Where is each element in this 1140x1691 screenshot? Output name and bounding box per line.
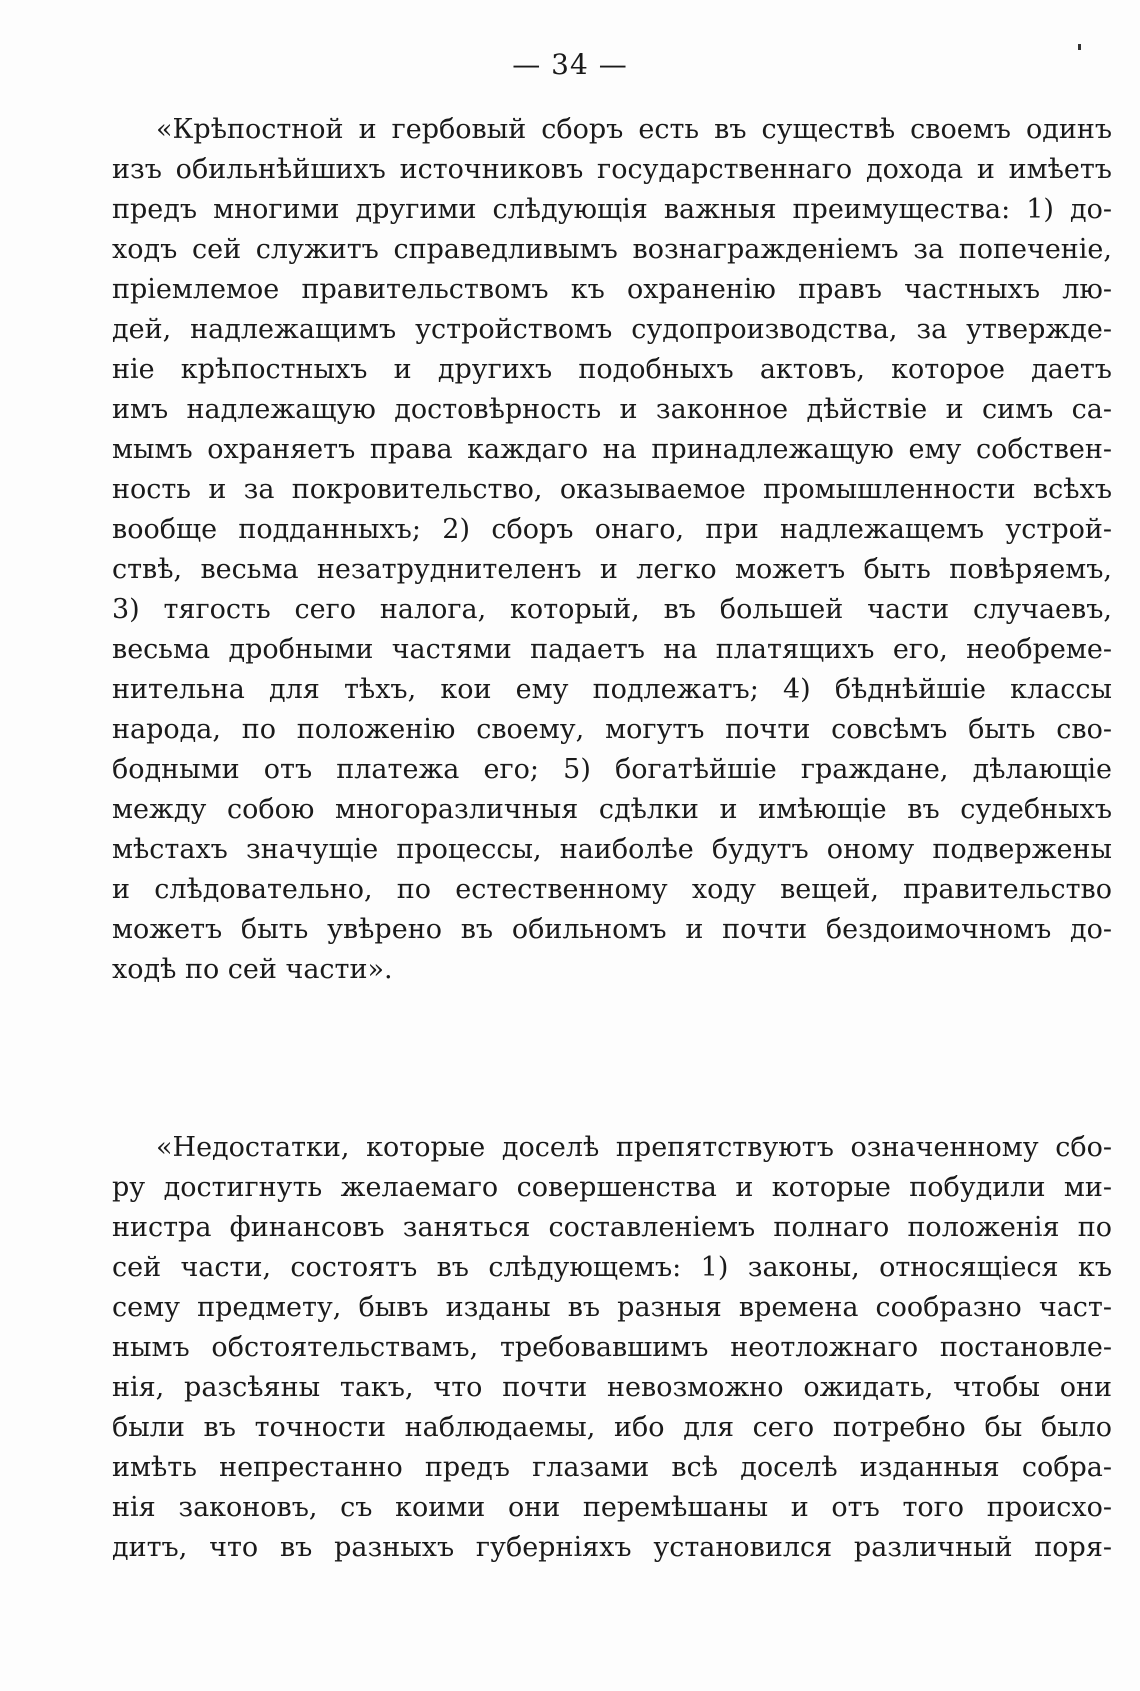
text-line: и слѣдовательно, по естественному ходу вещей, правительство: [112, 874, 1112, 905]
text-line: сей части, состоятъ въ слѣдующемъ: 1) законы, относящіеся къ: [112, 1252, 1112, 1283]
text-line: мѣстахъ значущіе процессы, наиболѣе будутъ оному подвержены: [112, 834, 1112, 865]
text-line: «Недостатки, которые доселѣ препятствуютъ означенному сбо-: [156, 1132, 1112, 1163]
text-line: нымъ обстоятельствамъ, требовавшимъ неотложнаго постановле-: [112, 1332, 1112, 1363]
text-line: пріемлемое правительствомъ къ охраненію правъ частныхъ лю-: [112, 274, 1112, 305]
text-line: народа, по положенію своему, могутъ почти совсѣмъ быть сво-: [112, 714, 1112, 745]
paragraph-1: [112, 110, 1112, 990]
text-line: сему предмету, бывъ изданы въ разныя времена сообразно част-: [112, 1292, 1112, 1323]
text-line: «Крѣпостной и гербовый сборъ есть въ существѣ своемъ одинъ: [156, 114, 1112, 145]
text-line: нія законовъ, съ коими они перемѣшаны и отъ того происхо-: [112, 1492, 1112, 1523]
text-line: весьма дробными частями падаетъ на платящихъ его, необреме-: [112, 634, 1112, 665]
text-line: бодными отъ платежа его; 5) богатѣйшіе граждане, дѣлающіе: [112, 754, 1112, 785]
text-line: ность и за покровительство, оказываемое промышленности всѣхъ: [112, 474, 1112, 505]
text-line: мымъ охраняетъ права каждаго на принадлежащую ему собствен-: [112, 434, 1112, 465]
text-line: между собою многоразличныя сдѣлки и имѣющіе въ судебныхъ: [112, 794, 1112, 825]
text-line: вообще подданныхъ; 2) сборъ онаго, при надлежащемъ устрой-: [112, 514, 1112, 545]
paragraph-2: [112, 1128, 1112, 1568]
text-line: можетъ быть увѣрено въ обильномъ и почти бездоимочномъ до-: [112, 914, 1112, 945]
text-line: ру достигнуть желаемаго совершенства и которые побудили ми-: [112, 1172, 1112, 1203]
text-line: ніе крѣпостныхъ и другихъ подобныхъ актовъ, которое даетъ: [112, 354, 1112, 385]
text-line: имѣть непрестанно предъ глазами всѣ доселѣ изданныя собра-: [112, 1452, 1112, 1483]
text-line: дитъ, что въ разныхъ губерніяхъ установился различный поря-: [112, 1532, 1112, 1563]
text-line: нистра финансовъ заняться составленіемъ полнаго положенія по: [112, 1212, 1112, 1243]
page-number: — 34 —: [512, 48, 628, 81]
text-line: 3) тягость сего налога, который, въ большей части случаевъ,: [112, 594, 1112, 625]
text-line: дей, надлежащимъ устройствомъ судопроизводства, за утвержде-: [112, 314, 1112, 345]
text-line: изъ обильнѣйшихъ источниковъ государственнаго дохода и имѣетъ: [112, 154, 1112, 185]
text-line: были въ точности наблюдаемы, ибо для сего потребно бы было: [112, 1412, 1112, 1443]
text-line: ходъ сей служитъ справедливымъ вознагражденіемъ за попеченіе,: [112, 234, 1112, 265]
text-line: ходѣ по сей части».: [112, 954, 393, 985]
text-line: имъ надлежащую достовѣрность и законное дѣйствіе и симъ са-: [112, 394, 1112, 425]
text-line: нія, разсѣяны такъ, что почти невозможно ожидать, чтобы они: [112, 1372, 1112, 1403]
text-line: ствѣ, весьма незатруднителенъ и легко можетъ быть повѣряемъ,: [112, 554, 1112, 585]
text-line: нительна для тѣхъ, кои ему подлежатъ; 4) бѣднѣйшіе классы: [112, 674, 1112, 705]
text-line: предъ многими другими слѣдующія важныя преимущества: 1) до-: [112, 194, 1112, 225]
